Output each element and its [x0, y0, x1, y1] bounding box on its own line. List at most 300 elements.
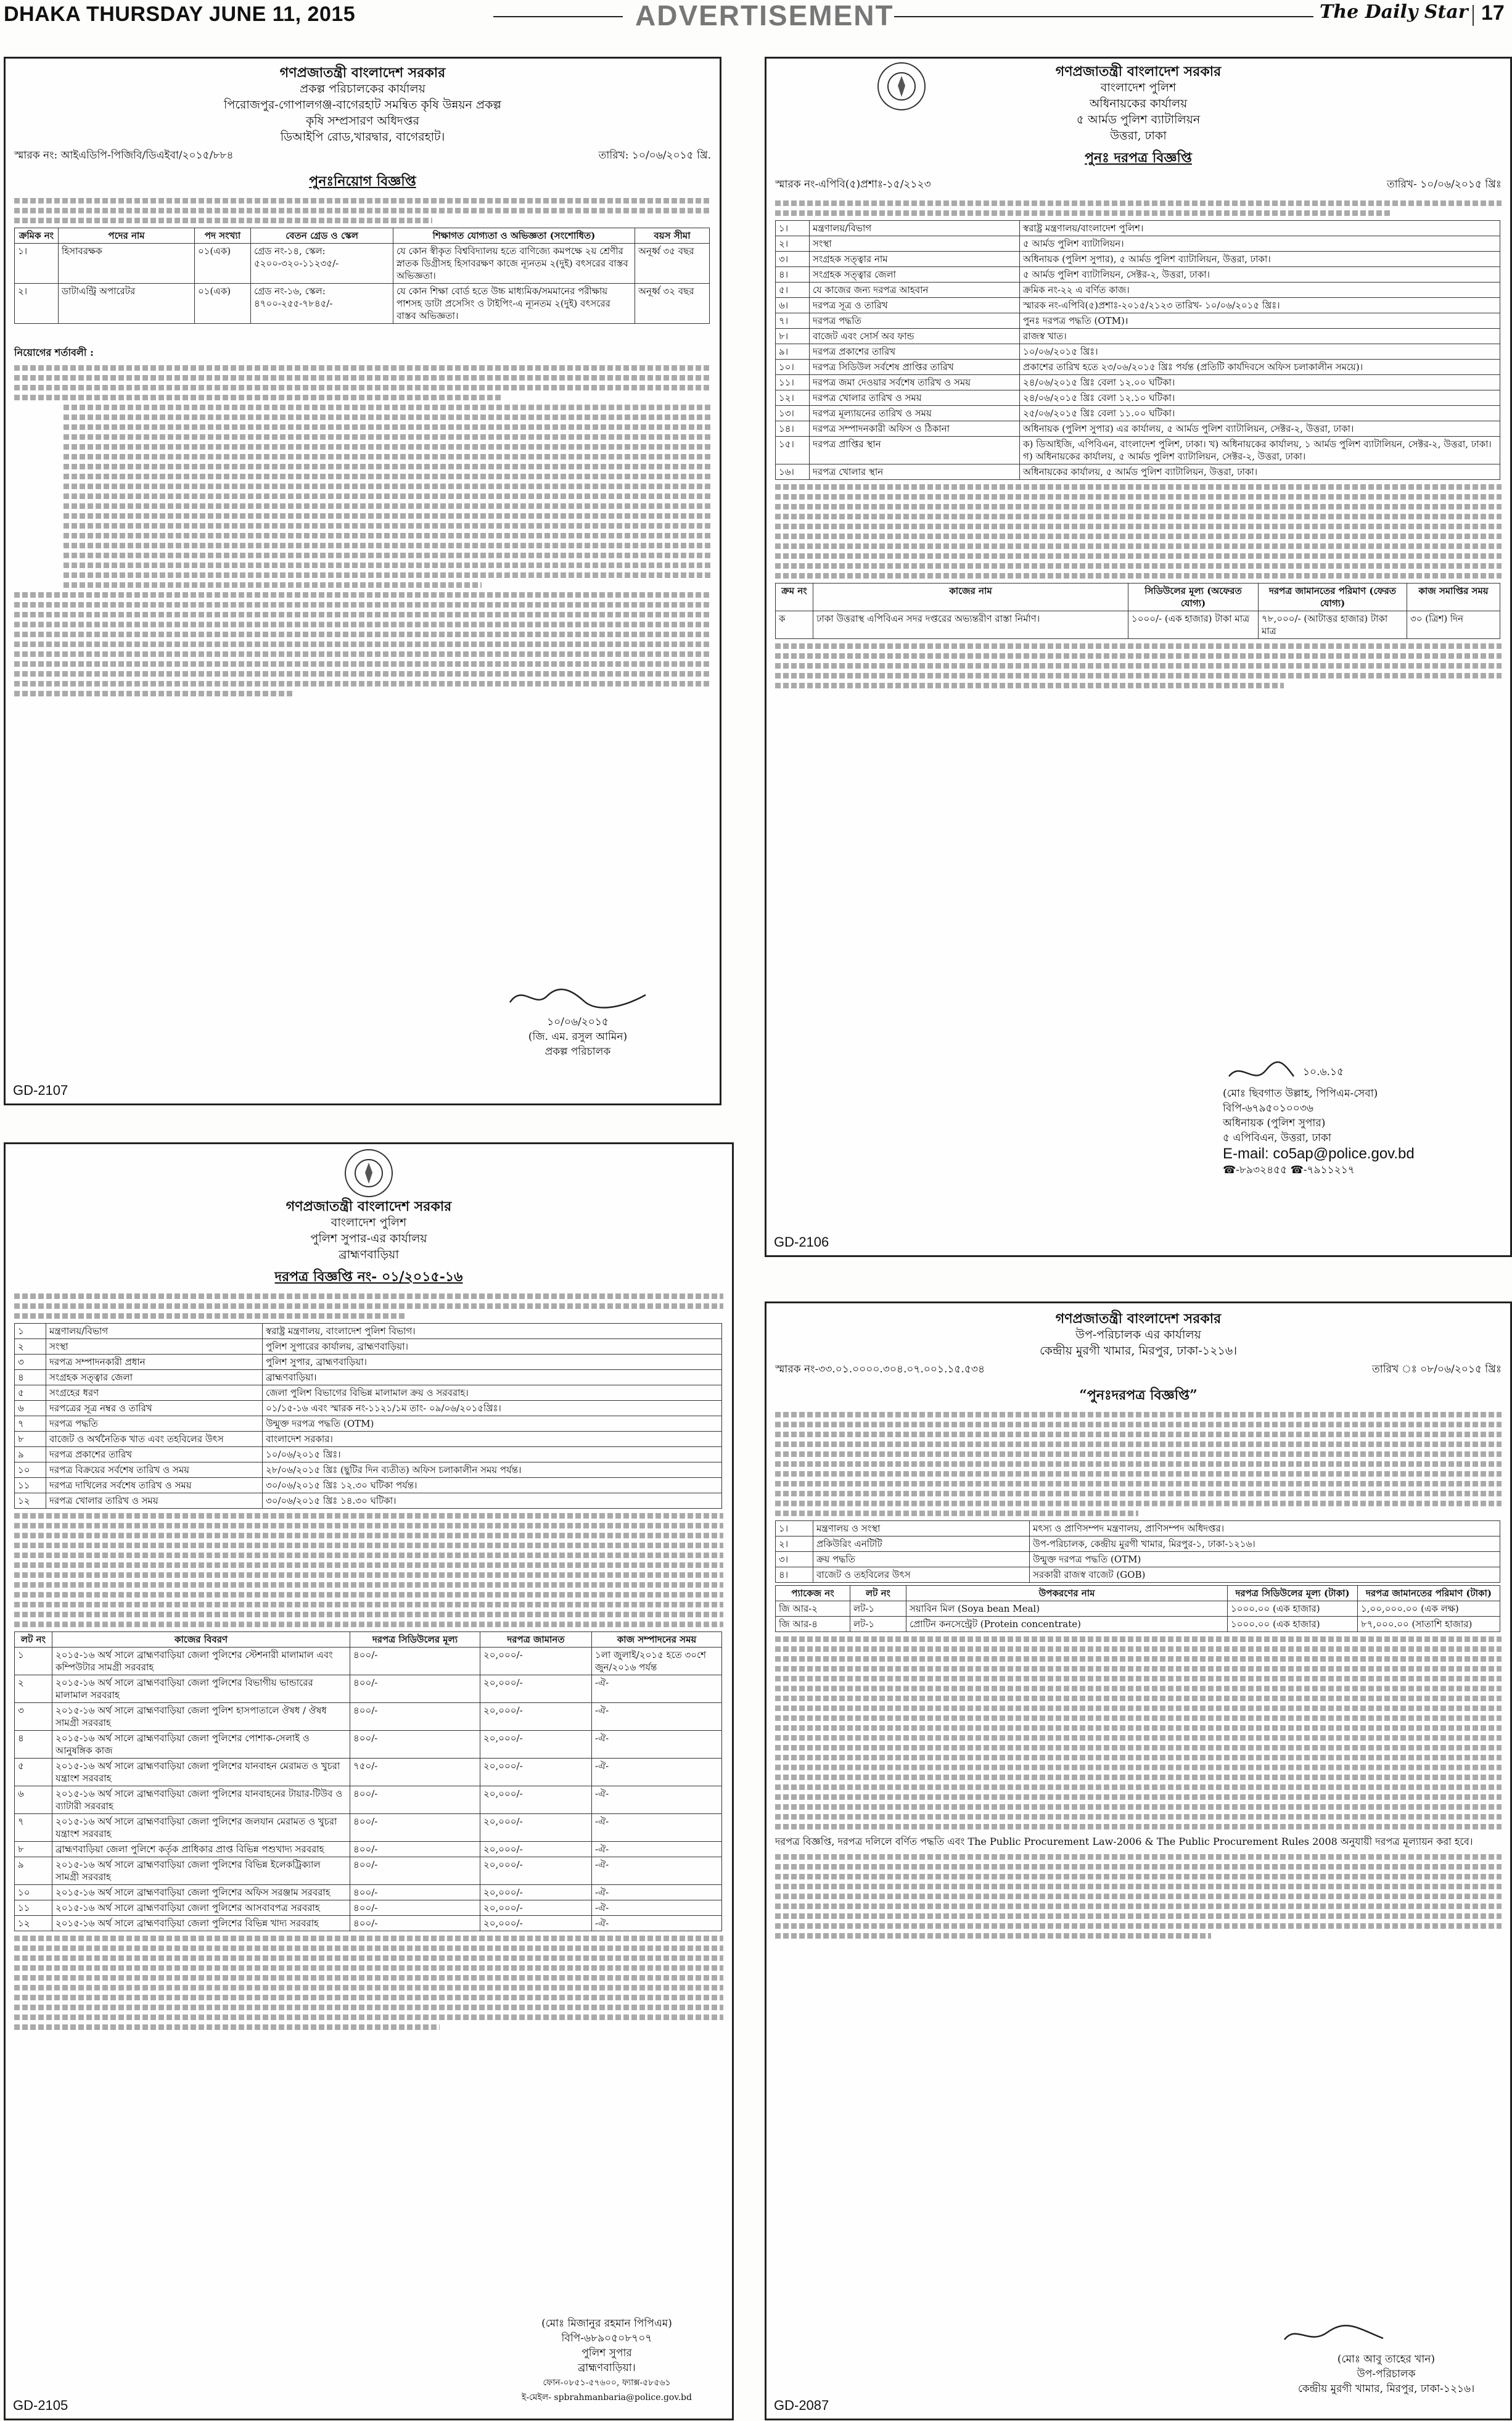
signature-title: অধিনায়ক (পুলিশ সুপার) — [1223, 1117, 1326, 1129]
table-row — [15, 1759, 722, 1786]
table-cell: ৩ — [15, 1703, 52, 1731]
memo-line — [6, 145, 720, 167]
police-emblem-icon — [345, 1149, 393, 1197]
column-header: কাজ সমাপ্তির সময় — [1407, 584, 1500, 611]
signature-block — [487, 2316, 727, 2405]
table-cell: ১। — [776, 1521, 813, 1536]
table-row — [15, 244, 710, 284]
table-cell: সংস্থা — [46, 1339, 263, 1355]
table-cell: ৪০০/- — [350, 1916, 480, 1931]
table-cell: -ঐ- — [592, 1703, 722, 1731]
table-cell: -ঐ- — [592, 1675, 722, 1703]
table-cell: ২০,০০০/- — [480, 1703, 592, 1731]
column-header: কাজের নাম — [813, 584, 1128, 611]
table-cell: ১১। — [776, 375, 810, 390]
table-header-row — [15, 228, 710, 244]
table-cell: -ঐ- — [592, 1857, 722, 1885]
office-name: উপ-পরিচালক এর কার্যালয় — [1075, 1328, 1201, 1342]
memo-number: স্মারক নং-এপিবি(৫)প্রশাঃ-১৫/২১২৩ — [775, 178, 931, 191]
table-cell: -ঐ- — [592, 1885, 722, 1900]
table-cell: ব্রাহ্মণবাড়িয়া। — [263, 1370, 722, 1385]
table-cell: গ্রেড নং-১৬, স্কেল: ৪৭০০-২৫৫-৭৮৪৫/- — [251, 284, 393, 324]
table-cell: দরপত্র প্রাপ্তির স্থান — [810, 437, 1020, 464]
table-cell: ১৬। — [776, 464, 810, 480]
column-header: লট নং — [15, 1632, 52, 1648]
table-cell: ৫। — [776, 283, 810, 298]
table-cell: -ঐ- — [592, 1814, 722, 1842]
table-row — [15, 284, 710, 324]
table-cell: ৮ — [15, 1432, 46, 1447]
table-row — [776, 344, 1500, 360]
office-name: প্রকল্প পরিচালকের কার্যালয় — [300, 82, 425, 96]
table-row — [776, 221, 1500, 236]
table-row — [15, 1462, 722, 1478]
work-table — [775, 583, 1500, 639]
table-row — [15, 1731, 722, 1759]
table-cell: ৬ — [15, 1786, 52, 1814]
table-row — [776, 298, 1500, 313]
table-cell: ২ — [15, 1675, 52, 1703]
table-cell: ৪০০/- — [350, 1857, 480, 1885]
table-cell: সয়াবিন মিল (Soya bean Meal) — [906, 1601, 1228, 1617]
table-row — [15, 1432, 722, 1447]
notice-title: দরপত্র বিজ্ঞপ্তি নং- ০১/২০১৫-১৬ — [274, 1269, 463, 1285]
table-cell: সংগ্রহক সত্ত্বার জেলা — [46, 1370, 263, 1385]
column-header: ক্রমিক নং — [15, 228, 59, 244]
table-cell: পুলিশ সুপার, ব্রাহ্মণবাড়িয়া। — [263, 1355, 722, 1370]
column-header: পদের নাম — [59, 228, 195, 244]
table-cell: ৯ — [15, 1447, 46, 1462]
masthead-logo: The Daily Star — [1320, 1, 1468, 23]
table-row — [15, 1814, 722, 1842]
table-cell: ১০ — [15, 1885, 52, 1900]
table-cell: ৫ আর্মড পুলিশ ব্যাটালিয়ন, সেক্টর-২, উত্তরা, ঢাকা। — [1020, 267, 1500, 283]
table-row — [776, 1552, 1500, 1567]
column-header: পদ সংখ্যা — [195, 228, 251, 244]
column-header: বেতন গ্রেড ও স্কেল — [251, 228, 393, 244]
table-cell: ক্রমিক নং-২২ এ বর্ণিত কাজ। — [1020, 283, 1500, 298]
memo-date: তারিখ: ১০/০৬/২০১৫ খ্রি. — [598, 149, 711, 162]
table-cell: লট-১ — [850, 1601, 906, 1617]
table-row — [776, 313, 1500, 329]
table-row — [776, 1567, 1500, 1583]
table-row — [15, 1885, 722, 1900]
table-row — [15, 1648, 722, 1675]
signature-date: ১০.৬.১৫ — [1303, 1066, 1344, 1078]
table-cell: ০১(এক) — [195, 244, 251, 284]
table-cell: ২০১৫-১৬ অর্থ সালে ব্রাহ্মণবাড়িয়া জেলা পুলিশের বিভিন্ন ইলেকট্রিক্যাল সামগ্রী সরবরাহ — [52, 1857, 350, 1885]
table-cell: দরপত্র পদ্ধতি — [46, 1416, 263, 1432]
table-cell: -ঐ- — [592, 1786, 722, 1814]
table-row — [776, 1521, 1500, 1536]
table-cell: ৪০০/- — [350, 1648, 480, 1675]
ad-code: GD-2107 — [13, 1083, 68, 1098]
lot-table — [14, 1631, 722, 1931]
memo-line — [766, 1359, 1510, 1381]
table-cell: উন্মুক্ত দরপত্র পদ্ধতি (OTM) — [1030, 1552, 1500, 1567]
office-address: উত্তরা, ঢাকা — [1110, 129, 1167, 142]
table-row — [776, 360, 1500, 375]
column-header: দরপত্র জামানতের পরিমাণ (ফেরত যোগ্য) — [1259, 584, 1407, 611]
column-header: ক্রম নং — [776, 584, 813, 611]
table-cell: সংগ্রহক সত্ত্বার নাম — [810, 252, 1020, 267]
table-cell: ২০১৫-১৬ অর্থ সালে ব্রাহ্মণবাড়িয়া জেলা পুলিশের পোশাক-সেলাই ও আনুষঙ্গিক কাজ — [52, 1731, 350, 1759]
table-cell: পুনঃ দরপত্র পদ্ধতি (OTM)। — [1020, 313, 1500, 329]
table-cell: স্বরাষ্ট্র মন্ত্রণালয়, বাংলাদেশ পুলিশ বিভাগ। — [263, 1324, 722, 1339]
table-cell: ক্রয় পদ্ধতি — [813, 1552, 1030, 1567]
table-row — [15, 1324, 722, 1339]
table-cell: ২। — [15, 284, 59, 324]
table-cell: দরপত্র দাখিলের সর্বশেষ তারিখ ও সময় — [46, 1478, 263, 1493]
table-cell: লট-১ — [850, 1617, 906, 1632]
table-cell: ২৮/০৬/২০১৫ খ্রিঃ (ছুটির দিন ব্যতীত) অফিস চলাকালীন সময় পর্যন্ত। — [263, 1462, 722, 1478]
table-cell: দরপত্র পদ্ধতি — [810, 313, 1020, 329]
table-cell: বাজেট ও অর্থনৈতিক খাত এবং তহবিলের উৎস — [46, 1432, 263, 1447]
table-cell: ৪০০/- — [350, 1675, 480, 1703]
table-row — [776, 406, 1500, 421]
column-header: বয়স সীমা — [635, 228, 710, 244]
column-header: শিক্ষাগত যোগ্যতা ও অভিজ্ঞতা (সংশোধিত) — [393, 228, 635, 244]
table-cell: মন্ত্রণালয় ও সংস্থা — [813, 1521, 1030, 1536]
table-cell: ১৪। — [776, 421, 810, 437]
table-cell: ২০১৫-১৬ অর্থ সালে ব্রাহ্মণবাড়িয়া জেলা পুলিশের স্টেশনারী মালামাল এবং কম্পিউটার সামগ্রী সরবরাহ — [52, 1648, 350, 1675]
govt-name: গণপ্রজাতন্ত্রী বাংলাদেশ সরকার — [1055, 1311, 1222, 1327]
signature-bp: বিপি-৬৭৯৫০১০০৩৬ — [1223, 1102, 1313, 1115]
table-cell: ১০০০.০০ (এক হাজার) — [1228, 1617, 1358, 1632]
notice-title: পুনঃনিয়োগ বিজ্ঞপ্তি — [309, 173, 416, 189]
table-cell: ২৫/০৬/২০১৫ খ্রিঃ বেলা ১১.০০ ঘটিকা। — [1020, 406, 1500, 421]
table-cell: উপ-পরিচালক, কেন্দ্রীয় মুরগী খামার, মিরপুর-১, ঢাকা-১২১৬। — [1030, 1536, 1500, 1552]
table-cell: যে কাজের জন্য দরপত্র আহবান — [810, 283, 1020, 298]
table-cell: প্রকাশের তারিখ হতে ২৩/০৬/২০১৫ খ্রিঃ পর্যন্ত (প্রতিটি কার্যদিবসে অফিস চলাকালীন সময়ে)। — [1020, 360, 1500, 375]
table-cell: ২০১৫-১৬ অর্থ সালে ব্রাহ্মণবাড়িয়া জেলা পুলিশের বিভাগীয় ভান্ডারের মালামাল সরবরাহ — [52, 1675, 350, 1703]
ad-header — [6, 1198, 732, 1263]
table-cell: ৬ — [15, 1401, 46, 1416]
table-cell: ১০/০৬/২০১৫ খ্রিঃ। — [1020, 344, 1500, 360]
signature-name: (জি. এম. রসুল আমিন) — [528, 1031, 628, 1043]
table-header-row — [776, 584, 1500, 611]
table-cell: জি আর-২ — [776, 1601, 850, 1617]
table-row — [776, 464, 1500, 480]
department-name: কৃষি সম্প্রসারণ অধিদপ্তর — [306, 114, 419, 128]
notice-title: “পুনঃদরপত্র বিজ্ঞপ্তি” — [1079, 1387, 1198, 1403]
column-header: উপকরণের নাম — [906, 1586, 1228, 1601]
table-cell: ২০১৫-১৬ অর্থ সালে ব্রাহ্মণবাড়িয়া জেলা পুলিশের যানবাহন মেরামত ও খুচরা যন্ত্রাংশ সরবরাহ — [52, 1759, 350, 1786]
column-header: কাজের বিবরণ — [52, 1632, 350, 1648]
dateline: DHAKA THURSDAY JUNE 11, 2015 — [4, 2, 356, 26]
contact-email: E-mail: co5ap@police.gov.bd — [1223, 1145, 1415, 1162]
signature-office: ৫ এপিবিএন, উত্তরা, ঢাকা — [1223, 1132, 1331, 1144]
table-cell: ১ — [15, 1648, 52, 1675]
table-cell: অধিনায়ক (পুলিশ সুপার) এর কার্যালয়, ৫ আর্মড পুলিশ ব্যাটালিয়ন, সেক্টর-২, উত্তরা, ঢাকা। — [1020, 421, 1500, 437]
column-header: দরপত্র সিডিউলের মূল্য — [350, 1632, 480, 1648]
table-cell: ঢাকা উত্তরাস্থ এপিবিএন সদর দপ্তরের অভ্যন্তরীণ রাস্তা নির্মাণ। — [813, 611, 1128, 639]
district-name: ব্রাহ্মণবাড়িয়া — [339, 1248, 399, 1261]
police-emblem-icon — [877, 62, 926, 110]
table-cell: ৪০০/- — [350, 1814, 480, 1842]
table-cell: -ঐ- — [592, 1842, 722, 1857]
table-row — [15, 1857, 722, 1885]
table-row — [776, 1601, 1500, 1617]
tender-info-table — [775, 1520, 1500, 1583]
table-cell: দরপত্র প্রকাশের তারিখ — [46, 1447, 263, 1462]
header-divider — [1473, 5, 1474, 26]
table-cell: ২০১৫-১৬ অর্থ সালে ব্রাহ্মণবাড়িয়া জেলা পুলিশের যানবাহনের টায়ার-টিউব ও ব্যাটারী সরবরাহ — [52, 1786, 350, 1814]
table-cell: ২০,০০০/- — [480, 1885, 592, 1900]
header-rule — [493, 16, 623, 17]
signature-image — [1272, 2321, 1395, 2349]
signature-title: উপ-পরিচালক — [1357, 2368, 1416, 2380]
table-row — [15, 1416, 722, 1432]
table-cell: ২০১৫-১৬ অর্থ সালে ব্রাহ্মণবাড়িয়া জেলা পুলিশ হাসপাতালে ঔষধ / ঔষধ সামগ্রী সরবরাহ — [52, 1703, 350, 1731]
office-name: অধিনায়কের কার্যালয় — [1089, 97, 1188, 110]
table-cell: ২০,০০০/- — [480, 1916, 592, 1931]
special-notes — [14, 1936, 723, 2030]
table-cell: ৮ — [15, 1842, 52, 1857]
table-cell: দরপত্র সম্পাদনকারী অফিস ও ঠিকানা — [810, 421, 1020, 437]
table-cell: ৭৫০/- — [350, 1759, 480, 1786]
intro-text — [775, 200, 1502, 216]
table-cell: ৩০/০৬/২০১৫ খ্রিঃ ১২.৩০ ঘটিকা পর্যন্ত। — [263, 1478, 722, 1493]
govt-name: গণপ্রজাতন্ত্রী বাংলাদেশ সরকার — [286, 1198, 452, 1215]
ad-code: GD-2106 — [774, 1234, 829, 1250]
table-cell: ক) ডিআইজি, এপিবিএন, বাংলাদেশ পুলিশ, ঢাকা। খ) অধিনায়কের কার্যালয়, ১ আর্মড পুলিশ ব্যাটালিয়ন, সেক্টর-২, উত্তরা, ঢাকা। গ) অধিনায়কের কার্যালয়, ৫ আর্মড পুলিশ ব্যাটালিয়ন, সেক্টর-২, উত্তরা, ঢাকা। — [1020, 437, 1500, 464]
notes-text — [775, 643, 1502, 688]
table-cell: ৯। — [776, 344, 810, 360]
table-cell: বাজেট ও তহবিলের উৎস — [813, 1567, 1030, 1583]
signature-block — [1272, 2321, 1500, 2396]
table-cell: ৪। — [776, 267, 810, 283]
table-cell: সংস্থা — [810, 236, 1020, 252]
table-cell: ৩০/০৬/২০১৫ খ্রিঃ ১৪.৩০ ঘটিকা। — [263, 1493, 722, 1509]
table-cell: ৪০০/- — [350, 1842, 480, 1857]
table-row — [15, 1703, 722, 1731]
table-cell: -ঐ- — [592, 1916, 722, 1931]
table-cell: ১০০০.০০ (এক হাজার) — [1228, 1601, 1358, 1617]
table-cell: ৫ — [15, 1385, 46, 1401]
column-header: দরপত্র সিডিউলের মূল্য (টাকা) — [1228, 1586, 1358, 1601]
table-cell: ৫ আর্মড পুলিশ ব্যাটালিয়ন। — [1020, 236, 1500, 252]
signature-name: (মোঃ ছিবগাত উল্লাহ, পিপিএম-সেবা) — [1223, 1087, 1378, 1100]
table-cell: অনূর্ধ্ব ৩২ বছর — [635, 284, 710, 324]
office-address: কেন্দ্রীয় মুরগী খামার, মিরপুর, ঢাকা-১২১৬। — [1039, 1344, 1238, 1358]
table-cell: ২৪/০৬/২০১৫ খ্রিঃ বেলা ১২.০০ ঘটিকা। — [1020, 375, 1500, 390]
table-cell: স্মারক নং-এপিবি(৫)প্রশাঃ-২০১৫/২১২৩ তারিখ- ১০/০৬/২০১৫ খ্রিঃ। — [1020, 298, 1500, 313]
table-cell: ১১ — [15, 1900, 52, 1916]
table-cell: স্বরাষ্ট্র মন্ত্রণালয়/বাংলাদেশ পুলিশ। — [1020, 221, 1500, 236]
memo-number: স্মারক নং-৩৩.০১.০০০০.৩০৪.০৭.০০১.১৫.৫৩৪ — [775, 1363, 985, 1375]
ad-gd-2107 — [4, 57, 721, 1105]
terms-body — [14, 365, 711, 696]
table-row — [776, 252, 1500, 267]
signature-date: ১০/০৬/২০১৫ — [547, 1016, 609, 1028]
table-row — [15, 1355, 722, 1370]
signature-block — [1223, 1058, 1494, 1178]
tender-info-table — [14, 1323, 722, 1509]
table-cell: প্রোটিন কনসেন্ট্রেট (Protein concentrate) — [906, 1617, 1228, 1632]
table-cell: অনূর্ধ্ব ৩৫ বছর — [635, 244, 710, 284]
column-header: দরপত্র জামানতের পরিমাণ (টাকা) — [1358, 1586, 1500, 1601]
table-cell: ৪০০/- — [350, 1731, 480, 1759]
package-table — [775, 1585, 1500, 1632]
signature-district: ব্রাহ্মণবাড়িয়া। — [578, 2362, 636, 2374]
signature-block — [485, 984, 670, 1059]
signature-image — [1223, 1058, 1297, 1086]
table-cell: ৩০ (ত্রিশ) দিন — [1407, 611, 1500, 639]
table-row — [776, 390, 1500, 406]
table-cell: ৪০০/- — [350, 1900, 480, 1916]
table-cell: ২। — [776, 1536, 813, 1552]
signature-image — [485, 984, 670, 1012]
table-cell: ১১ — [15, 1478, 46, 1493]
table-cell: -ঐ- — [592, 1759, 722, 1786]
ad-header — [6, 59, 720, 145]
table-cell: ০১/১৫-১৬ এবং স্মারক নং-১১২১/১ম তাং- ০৯/০৬/২০১৫খ্রিঃ। — [263, 1401, 722, 1416]
table-cell: দরপত্র প্রকাশের তারিখ — [810, 344, 1020, 360]
table-row — [15, 1385, 722, 1401]
contact-phone: ☎-৮৯৩২৪৫৫ ☎-৭৯১১২১৭ — [1223, 1164, 1355, 1176]
table-row — [15, 1916, 722, 1931]
table-row — [15, 1786, 722, 1814]
table-cell: ১২ — [15, 1493, 46, 1509]
table-cell: ৮। — [776, 329, 810, 344]
table-cell: ২০,০০০/- — [480, 1648, 592, 1675]
ad-header — [766, 1303, 1510, 1359]
table-row — [776, 267, 1500, 283]
table-cell: যে কোন শিক্ষা বোর্ড হতে উচ্চ মাধ্যমিক/সমমানের পরীক্ষায় পাশসহ ডাটা প্রসেসিং ও টাইপিং-এ ন্যূনতম ২(দুই) বৎসরের বাস্তব অভিজ্ঞতা। — [393, 284, 635, 324]
table-cell: ৭ — [15, 1416, 46, 1432]
table-cell: ১লা জুলাই/২০১৫ হতে ৩০শে জুন/২০১৬ পর্যন্ত — [592, 1648, 722, 1675]
table-cell: ৬। — [776, 298, 810, 313]
newspaper-header — [0, 0, 1512, 30]
memo-line — [766, 174, 1510, 196]
table-row — [776, 611, 1500, 639]
project-name: পিরোজপুর-গোপালগঞ্জ-বাগেরহাট সমন্বিত কৃষি উন্নয়ন প্রকল্প — [224, 98, 501, 112]
table-cell: ৪ — [15, 1370, 46, 1385]
table-cell: ২০,০০০/- — [480, 1731, 592, 1759]
table-cell: ৭৮,০০০/- (আটাত্তর হাজার) টাকা মাত্র — [1259, 611, 1407, 639]
terms-title: নিয়োগের শর্তাবলী : — [14, 347, 94, 358]
table-cell: ৩ — [15, 1355, 46, 1370]
table-cell: মৎস্য ও প্রাণিসম্পদ মন্ত্রণালয়, প্রাণিসম্পদ অধিদপ্তর। — [1030, 1521, 1500, 1536]
table-cell: ১ — [15, 1324, 46, 1339]
table-cell: ৩। — [776, 252, 810, 267]
table-cell: জি আর-৪ — [776, 1617, 850, 1632]
battalion-name: ৫ আর্মড পুলিশ ব্যাটালিয়ন — [1076, 113, 1201, 126]
table-row — [776, 1617, 1500, 1632]
memo-date: তারিখ- ১০/০৬/২০১৫ খ্রিঃ — [1386, 178, 1502, 191]
table-cell: ১। — [776, 221, 810, 236]
table-cell: ৪০০/- — [350, 1703, 480, 1731]
signature-name: (মোঃ আবু তাহের খান) — [1337, 2353, 1436, 2365]
table-cell: দরপত্র জমা দেওয়ার সর্বশেষ তারিখ ও সময় — [810, 375, 1020, 390]
signature-name: (মোঃ মিজানুর রহমান পিপিএম) — [541, 2317, 672, 2330]
table-row — [15, 1900, 722, 1916]
table-cell: মন্ত্রণালয়/বিভাগ — [810, 221, 1020, 236]
closing-text — [775, 1854, 1502, 1939]
table-cell: সংগ্রহক সত্ত্বার জেলা — [810, 267, 1020, 283]
table-row — [15, 1842, 722, 1857]
table-cell: ১,০০,০০০.০০ (এক লক্ষ) — [1358, 1601, 1500, 1617]
table-row — [776, 236, 1500, 252]
signature-title: পুলিশ সুপার — [581, 2347, 632, 2359]
header-rule — [894, 16, 1313, 17]
table-row — [776, 1536, 1500, 1552]
org-name: বাংলাদেশ পুলিশ — [1100, 81, 1177, 94]
signature-phone: ফোন-০৮৫১-৫৭৬০০, ফ্যাক্স-৫৮৫৬১ — [543, 2378, 671, 2388]
page-number: 17 — [1481, 1, 1505, 25]
table-cell: ১০ — [15, 1462, 46, 1478]
table-cell: দরপত্র খোলার তারিখ ও সময় — [810, 390, 1020, 406]
table-cell: ২০,০০০/- — [480, 1857, 592, 1885]
table-cell: ২০,০০০/- — [480, 1759, 592, 1786]
table-cell: ২। — [776, 236, 810, 252]
intro-text — [775, 1412, 1502, 1516]
office-address: ডিআইপি রোড,খারদ্বার, বাগেরহাট। — [280, 130, 445, 144]
table-cell: পুলিশ সুপারের কার্যালয়, ব্রাহ্মণবাড়িয়া। — [263, 1339, 722, 1355]
column-header: লট নং — [850, 1586, 906, 1601]
table-cell: দরপত্র সূত্র ও তারিখ — [810, 298, 1020, 313]
table-cell: ৪০০/- — [350, 1885, 480, 1900]
memo-date: তারিখ ঃ ০৮/০৬/২০১৫ খ্রিঃ — [1372, 1363, 1502, 1375]
table-cell: ২০১৫-১৬ অর্থ সালে ব্রাহ্মণবাড়িয়া জেলা পুলিশের বিভিন্ন খাদ্য সরবরাহ — [52, 1916, 350, 1931]
table-cell: দরপত্র বিক্রয়ের সর্বশেষ তারিখ ও সময় — [46, 1462, 263, 1478]
table-cell: ১৫। — [776, 437, 810, 464]
table-cell: ৪ — [15, 1731, 52, 1759]
ad-gd-2105 — [4, 1142, 734, 2420]
table-row — [776, 329, 1500, 344]
table-cell: ০১(এক) — [195, 284, 251, 324]
tender-info-table — [775, 220, 1500, 480]
table-cell: জেলা পুলিশ বিভাগের বিভিন্ন মালামাল ক্রয় ও সরবরাহ। — [263, 1385, 722, 1401]
table-cell: গ্রেড নং-১৪, স্কেল: ৫২০০-৩২০-১১২৩৫/- — [251, 244, 393, 284]
table-cell: ২৪/০৬/২০১৫ খ্রিঃ বেলা ১২.১০ ঘটিকা। — [1020, 390, 1500, 406]
signature-title: প্রকল্প পরিচালক — [544, 1046, 611, 1058]
table-cell: ৭। — [776, 313, 810, 329]
table-cell: দরপত্র খোলার স্থান — [810, 464, 1020, 480]
table-cell: -ঐ- — [592, 1900, 722, 1916]
table-cell: ১। — [15, 244, 59, 284]
table-cell: ১০/০৬/২০১৫ খ্রিঃ। — [263, 1447, 722, 1462]
table-cell: ৩। — [776, 1552, 813, 1567]
table-cell: দরপত্র সিডিউল সর্বশেষ প্রাপ্তির তারিখ — [810, 360, 1020, 375]
table-cell: ১২ — [15, 1916, 52, 1931]
table-cell: বাজেট এবং সোর্স অব ফান্ড — [810, 329, 1020, 344]
table-row — [776, 421, 1500, 437]
column-header: প্যাকেজ নং — [776, 1586, 850, 1601]
conditions-text — [775, 484, 1502, 579]
table-cell: প্রকিউরিং এনটিটি — [813, 1536, 1030, 1552]
table-cell: ২০১৫-১৬ অর্থ সালে ব্রাহ্মণবাড়িয়া জেলা পুলিশের অফিস সরঞ্জাম সরবরাহ — [52, 1885, 350, 1900]
table-row — [776, 283, 1500, 298]
table-cell: উন্মুক্ত দরপত্র পদ্ধতি (OTM) — [263, 1416, 722, 1432]
table-cell: ২০,০০০/- — [480, 1814, 592, 1842]
table-cell: ৪। — [776, 1567, 813, 1583]
tender-info-rest — [14, 1513, 723, 1627]
govt-name: গণপ্রজাতন্ত্রী বাংলাদেশ সরকার — [279, 65, 446, 81]
table-cell: সরকারী রাজস্ব বাজেট (GOB) — [1030, 1567, 1500, 1583]
table-cell: ২০,০০০/- — [480, 1675, 592, 1703]
signature-bp: বিপি-৬৮৯০৫০৮৭০৭ — [561, 2332, 652, 2345]
signature-email: ই-মেইল- spbrahmanbaria@police.gov.bd — [522, 2393, 692, 2402]
table-cell: ১২। — [776, 390, 810, 406]
column-header: দরপত্র জামানত — [480, 1632, 592, 1648]
table-cell: অধিনায়কের কার্যালয়, ৫ আর্মড পুলিশ ব্যাটালিয়ন, উত্তরা, ঢাকা। — [1020, 464, 1500, 480]
table-row — [15, 1675, 722, 1703]
govt-name: গণপ্রজাতন্ত্রী বাংলাদেশ সরকার — [1055, 64, 1222, 80]
table-row — [15, 1493, 722, 1509]
table-cell: মন্ত্রণালয়/বিভাগ — [46, 1324, 263, 1339]
